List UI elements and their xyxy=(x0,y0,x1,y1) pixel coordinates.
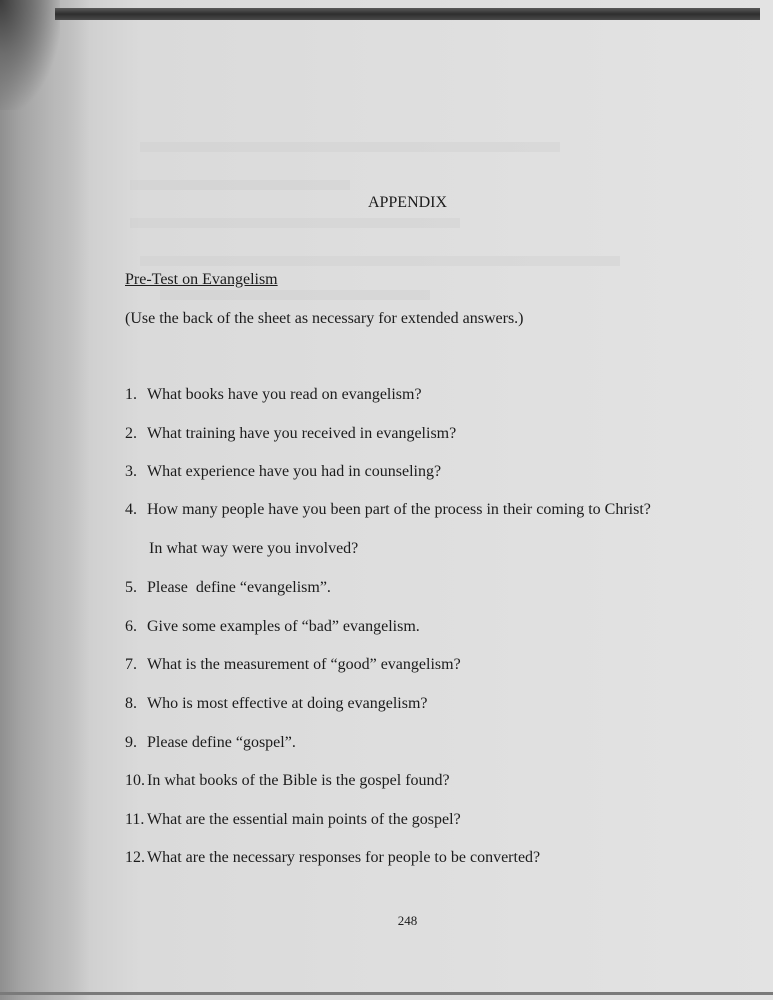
question-text: What training have you received in evangelism? xyxy=(147,425,457,442)
question-continuation: In what way were you involved? xyxy=(149,540,359,557)
bleed-through-line xyxy=(130,218,460,228)
question-text: Please define “gospel”. xyxy=(147,734,296,751)
question-text: What are the necessary responses for people to be converted? xyxy=(147,849,541,866)
question-item xyxy=(125,771,450,791)
bleed-through-line xyxy=(140,256,620,266)
question-number: 11. xyxy=(125,811,145,828)
question-number: 1. xyxy=(125,386,137,403)
section-title: Pre-Test on Evangelism xyxy=(125,271,278,288)
question-text: Give some examples of “bad” evangelism. xyxy=(147,618,420,635)
question-text: In what books of the Bible is the gospel found? xyxy=(147,772,450,789)
question-item xyxy=(125,385,422,405)
bleed-through-line xyxy=(160,290,430,300)
question-item xyxy=(125,500,651,520)
question-item xyxy=(125,462,441,482)
question-text: What books have you read on evangelism? xyxy=(147,386,422,403)
question-item xyxy=(125,424,456,444)
page-corner-shadow xyxy=(0,0,60,110)
question-item xyxy=(125,578,331,598)
question-item xyxy=(125,848,540,868)
question-number: 2. xyxy=(125,425,137,442)
question-text: Please define “evangelism”. xyxy=(147,579,331,596)
bleed-through-line xyxy=(130,180,350,190)
scan-bottom-edge xyxy=(0,992,773,995)
page-number: 248 xyxy=(397,913,418,928)
page-heading: APPENDIX xyxy=(367,194,448,211)
question-text: How many people have you been part of the process in their coming to Christ? xyxy=(147,501,651,518)
question-text: Who is most effective at doing evangelism? xyxy=(147,695,428,712)
question-item xyxy=(125,617,420,637)
question-item xyxy=(125,733,296,753)
question-number: 6. xyxy=(125,618,137,635)
scan-top-edge xyxy=(55,8,760,20)
question-number: 3. xyxy=(125,463,137,480)
question-number: 12. xyxy=(125,849,145,866)
question-number: 10. xyxy=(125,772,145,789)
question-number: 4. xyxy=(125,501,137,518)
question-item xyxy=(125,694,428,714)
question-text: What experience have you had in counseling? xyxy=(147,463,442,480)
question-text: What is the measurement of “good” evangelism? xyxy=(147,656,461,673)
question-number: 7. xyxy=(125,656,137,673)
question-number: 8. xyxy=(125,695,137,712)
question-number: 5. xyxy=(125,579,137,596)
instructions: (Use the back of the sheet as necessary for extended answers.) xyxy=(125,310,524,327)
bleed-through-line xyxy=(140,142,560,152)
book-spine-shadow xyxy=(0,0,90,1000)
question-item xyxy=(125,810,461,830)
question-number: 9. xyxy=(125,734,137,751)
question-text: What are the essential main points of the gospel? xyxy=(147,811,461,828)
question-item xyxy=(125,655,461,675)
